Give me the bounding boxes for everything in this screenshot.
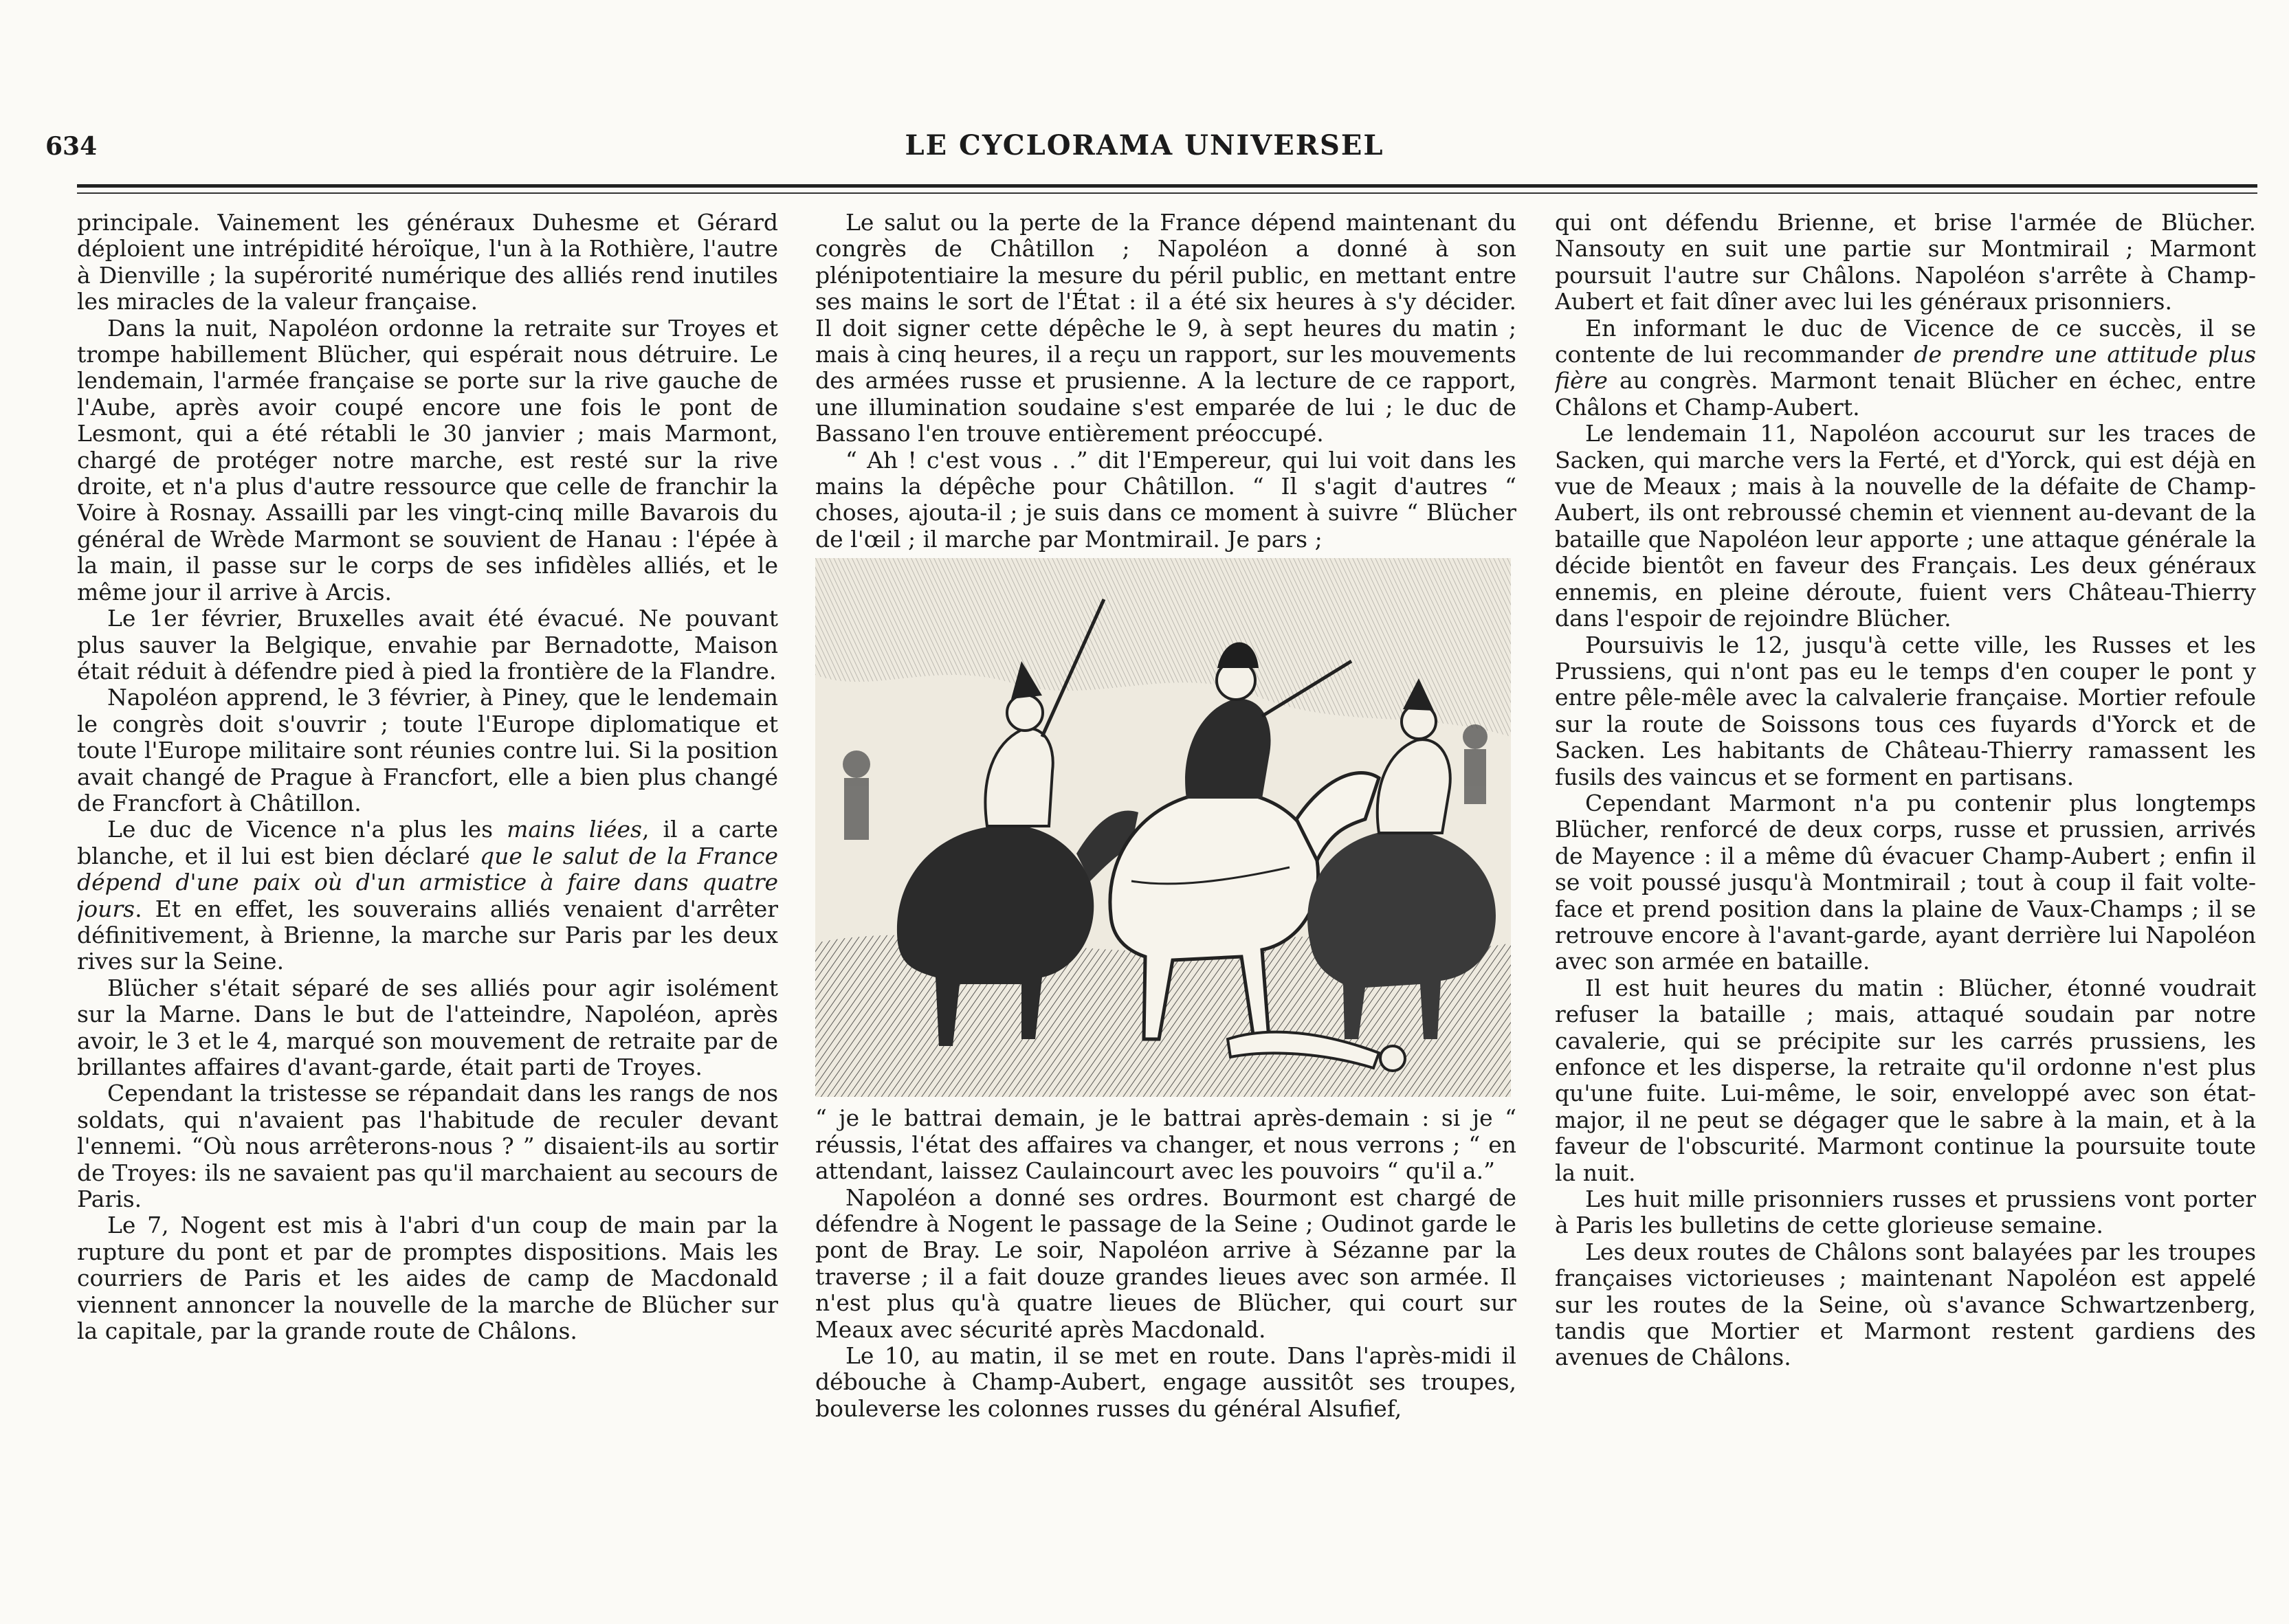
text-column-3 [1555,210,2256,1371]
paragraph: “ je le battrai demain, je le battrai après-demain : si je “ réussis, l'état des affaires va changer, et nous verrons ; “ en attendant, laissez Caulaincourt avec les pouvoirs “ qu'il a.” [815,1104,1516,1185]
text-run: au congrès. Marmont tenait Blücher en échec, entre Châlons et Champ-Aubert. [1555,367,2256,421]
paragraph: Le 7, Nogent est mis à l'abri d'un coup de main par la rupture du pont et par de promptes dispositions. Mais les courriers de Paris et les aides de camp de Macdonald viennent annoncer la nouvelle de la marche de Blücher sur la capitale, par la grande route de Châlons. [77,1212,778,1345]
paragraph: qui ont défendu Brienne, et brise l'armée de Blücher. Nansouty en suit une partie sur Montmirail ; Marmont poursuit l'autre sur Châlons. Napoléon s'arrête à Champ-Aubert et fait dîner avec lui les généraux prisonniers. [1555,210,2256,315]
paragraph: Napoléon apprend, le 3 février, à Piney, que le lendemain le congrès doit s'ouvrir ; toute l'Europe diplomatique et toute l'Europe militaire sont réunies contre lui. Si la position avait changé de Prague à Francfort, elle a bien plus changé de Francfort à Châtillon. [77,684,778,816]
text-run: Le duc de Vicence n'a plus les [107,816,507,843]
italic-run: que le salut de la France dépend d'une paix où d'un armistice à faire dans quatre jours [77,842,778,922]
engraving-drawing [815,558,1511,1097]
paragraph: Le 1er février, Bruxelles avait été évacué. Ne pouvant plus sauver la Belgique, envahie par Bernadotte, Maison était réduit à défendre pied à pied la frontière de la Flandre. [77,605,778,685]
paragraph [77,816,778,975]
paragraph: Les huit mille prisonniers russes et prussiens vont porter à Paris les bulletins de cette glorieuse semaine. [1555,1186,2256,1239]
paragraph: principale. Vainement les généraux Duhesme et Gérard déploient une intrépidité héroïque, l'un à la Rothière, l'autre à Dienville ; la supérorité numérique des alliés rend inutiles les miracles de la valeur française. [77,210,778,315]
paragraph: Napoléon a donné ses ordres. Bourmont est chargé de défendre à Nogent le passage de la Seine ; Oudinot garde le pont de Bray. Le soir, Napoléon arrive à Sézanne par la traverse ; il a fait douze grandes lieues avec son armée. Il n'est plus qu'à quatre lieues de Blücher, qui court sur Meaux avec sécurité après Macdonald. [815,1183,1516,1343]
paragraph: “ Ah ! c'est vous . .” dit l'Empereur, qui lui voit dans les mains la dépêche pour Châtillon. “ Il s'agit d'autres “ choses, ajouta-il ; je suis dans ce moment à suivre “ Blücher de l'œil ; il marche par Montmirail. Je pars ; [815,446,1516,553]
italic-run: de prendre une attitude plus fière [1555,341,2256,394]
paragraph: Il est huit heures du matin : Blücher, étonné voudrait refuser la bataille ; mais, attaqué soudain par notre cavalerie, qui se précipite sur les carrés prussiens, les enfonce et les disperse, la retraite qu'il ordonne n'est plus qu'une fuite. Lui-même, le soir, enveloppé avec son état-major, il ne peut se dégager que le sabre à la main, et à la faveur de l'obscurité. Marmont continue la poursuite toute la nuit. [1555,974,2256,1186]
text-run: . Et en effet, les souverains alliés venaient d'arrêter définitivement, à Brienne, la marche sur Paris par les deux rives sur la Seine. [77,895,778,975]
text-run: En informant le duc de Vicence de ce succès, il se contente de lui recommander [1555,314,2256,368]
running-title: LE CYCLORAMA UNIVERSEL [905,129,1384,162]
paragraph: Dans la nuit, Napoléon ordonne la retraite sur Troyes et trompe habillement Blücher, qui espérait nous détruire. Le lendemain, l'armée française se porte sur la rive gauche de l'Aube, après avoir coupé encore une fois le pont de Lesmont, qui a été rétabli le 30 janvier ; mais Marmont, chargé de protéger notre marche, est resté sur la rive droite, et n'a plus d'autre ressource que celle de franchir la Voire à Rosnay. Assailli par les vingt-cinq mille Bavarois du général de Wrède Marmont se souvient de Hanau : l'épée à la main, il passe sur le corps de ses infidèles alliés, et le même jour il arrive à Arcis. [77,314,778,605]
paragraph: Cependant la tristesse se répandait dans les rangs de nos soldats, qui n'avaient pas l'habitude de reculer devant l'ennemi. “Où nous arrêterons-nous ? ” disaient-ils au sortir de Troyes: ils ne savaient pas qu'il marchaient au secours de Paris. [77,1080,778,1213]
text-column-1 [77,210,778,1344]
paragraph: Blücher s'était séparé de ses alliés pour agir isolément sur la Marne. Dans le but de l'atteindre, Napoléon, après avoir, le 3 et le 4, marqué son mouvement de retraite par de brillantes affaires d'avant-garde, était parti de Troyes. [77,974,778,1080]
paragraph: Le salut ou la perte de la France dépend maintenant du congrès de Châtillon ; Napoléon a donné à son plénipotentiaire la mesure du péril public, en mettant entre ses mains le sort de l'État : il a été six heures à s'y décider. Il doit signer cette dépêche le 9, à sept heures du matin ; mais à cinq heures, il a reçu un rapport, sur les mouvements des armées russe et prusienne. A la lecture de ce rapport, une illumination soudaine s'est emparée de lui ; le duc de Bassano l'en trouve entièrement préoccupé. [815,210,1516,447]
cavalry-battle-engraving [815,558,1511,1097]
italic-run: mains liées [507,816,642,843]
text-run: , il a carte blanche, et il lui est bien déclaré [77,816,778,869]
paragraph: Poursuivis le 12, jusqu'à cette ville, les Russes et les Prussiens, qui n'ont pas eu le temps d'en couper le pont y entre pêle-mêle avec la calvalerie française. Mortier refoule sur la route de Soissons tous ces fuyards d'Yorck et de Sacken. Les habitants de Château-Thierry ramassent les fusils des vaincus et se forment en partisans. [1555,631,2256,790]
header-rule-thick [77,184,2257,188]
paragraph: Les deux routes de Châlons sont balayées par les troupes françaises victorieuses ; maintenant Napoléon est appelé sur les routes de la Seine, où s'avance Schwartzenberg, tandis que Mortier et Marmont restent gardiens des avenues de Châlons. [1555,1238,2256,1371]
paragraph [1555,315,2256,421]
text-column-2 [815,210,1516,1422]
paragraph: Le lendemain 11, Napoléon accourut sur les traces de Sacken, qui marche vers la Ferté, et d'Yorck, qui est déjà en vue de Meaux ; mais à la nouvelle de la défaite de Champ-Aubert, ils ont rebroussé chemin et viennent au-devant de la bataille que Napoléon leur apporte ; une attaque générale la décide bientôt en faveur des Français. Les deux généraux ennemis, en pleine déroute, fuient vers Château-Thierry dans l'espoir de rejoindre Blücher. [1555,420,2256,632]
paragraph: Le 10, au matin, il se met en route. Dans l'après-midi il débouche à Champ-Aubert, engage aussitôt ses troupes, bouleverse les colonnes russes du général Alsufief, [815,1342,1516,1422]
paragraph: Cependant Marmont n'a pu contenir plus longtemps Blücher, renforcé de deux corps, russe et prussien, arrivés de Mayence : il a même dû évacuer Champ-Aubert ; enfin il se voit poussé jusqu'à Montmirail ; tout à coup il fait volte-face et prend position dans la plaine de Vaux-Champs ; il se retrouve encore à l'avant-garde, ayant derrière lui Napoléon avec son armée en bataille. [1555,789,2256,975]
page-number: 634 [45,132,98,161]
header-rule-thin [77,192,2257,194]
